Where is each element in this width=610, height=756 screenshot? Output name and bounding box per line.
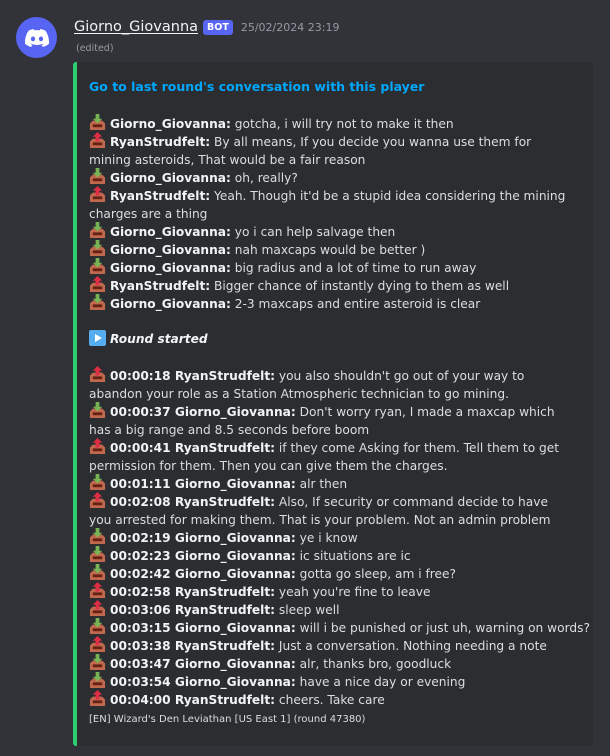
message-text: 2-3 maxcaps and entire asteroid is clear	[230, 297, 481, 311]
log-line	[89, 168, 298, 187]
speaker-name: Giorno_Giovanna:	[110, 171, 231, 185]
inbox-tray-icon	[89, 240, 106, 257]
discord-logo-icon	[25, 29, 49, 47]
message-text: you also shouldn't go out of your way to abandon your role as a Station Atmospheric technician to go mining.	[89, 369, 525, 401]
log-line	[89, 546, 411, 565]
speaker-name: 00:00:37 Giorno_Giovanna:	[110, 405, 296, 419]
speaker-name: 00:02:42 Giorno_Giovanna:	[110, 567, 296, 581]
log-line	[89, 672, 465, 691]
message-text: if they come Asking for them. Tell them to get permission for them. Then you can give them the charges.	[89, 441, 560, 473]
log-line	[89, 258, 476, 277]
embed	[73, 62, 593, 746]
play-button-icon	[89, 330, 106, 346]
embed-title-link[interactable]: Go to last round's conversation with this player	[89, 79, 425, 94]
log-line	[89, 438, 569, 475]
log-line	[89, 402, 569, 439]
outbox-tray-icon	[89, 132, 106, 149]
message-text: alr, thanks bro, goodluck	[295, 657, 452, 671]
log-line	[89, 240, 425, 259]
outbox-tray-icon	[89, 186, 106, 203]
inbox-tray-icon	[89, 222, 106, 239]
outbox-tray-icon	[89, 366, 106, 383]
speaker-name: 00:00:18 RyanStrudfelt:	[110, 369, 276, 383]
log-line	[89, 600, 339, 619]
inbox-tray-icon	[89, 618, 106, 635]
edited-label: (edited)	[76, 43, 114, 54]
inbox-tray-icon	[89, 672, 106, 689]
message-text: have a nice day or evening	[295, 675, 466, 689]
round-started-line	[89, 330, 208, 348]
speaker-name: 00:04:00 RyanStrudfelt:	[110, 693, 276, 707]
message-text: gotta go sleep, am i free?	[295, 567, 456, 581]
speaker-name: 00:02:58 RyanStrudfelt:	[110, 585, 276, 599]
speaker-name: Giorno_Giovanna:	[110, 297, 231, 311]
bot-tag: BOT	[203, 20, 233, 35]
speaker-name: RyanStrudfelt:	[110, 135, 211, 149]
speaker-name: 00:00:41 RyanStrudfelt:	[110, 441, 276, 455]
log-line	[89, 222, 395, 241]
speaker-name: 00:03:47 Giorno_Giovanna:	[110, 657, 296, 671]
log-line	[89, 690, 385, 709]
speaker-name: RyanStrudfelt:	[110, 189, 211, 203]
log-line	[89, 132, 569, 169]
speaker-name: Giorno_Giovanna:	[110, 261, 231, 275]
inbox-tray-icon	[89, 564, 106, 581]
speaker-name: 00:02:23 Giorno_Giovanna:	[110, 549, 296, 563]
message-text: Also, If security or command decide to have you arrested for making them. That is your problem. Not an admin problem	[89, 495, 551, 527]
log-line	[89, 114, 454, 133]
inbox-tray-icon	[89, 168, 106, 185]
speaker-name: 00:02:08 RyanStrudfelt:	[110, 495, 276, 509]
log-line	[89, 564, 456, 583]
message-header	[74, 17, 339, 37]
inbox-tray-icon	[89, 528, 106, 545]
log-line	[89, 294, 480, 313]
message-text: Just a conversation. Nothing needing a note	[275, 639, 547, 653]
log-line	[89, 186, 569, 223]
timestamp[interactable]: 25/02/2024 23:19	[240, 20, 340, 34]
speaker-name: Giorno_Giovanna:	[110, 117, 231, 131]
speaker-name: 00:02:19 Giorno_Giovanna:	[110, 531, 296, 545]
outbox-tray-icon	[89, 600, 106, 617]
log-line	[89, 276, 509, 295]
message-text: ic situations are ic	[295, 549, 411, 563]
speaker-name: 00:03:38 RyanStrudfelt:	[110, 639, 276, 653]
message-text: ye i know	[295, 531, 358, 545]
outbox-tray-icon	[89, 438, 106, 455]
message-text: Yeah. Though it'd be a stupid idea considering the mining charges are a thing	[89, 189, 566, 221]
speaker-name: Giorno_Giovanna:	[110, 225, 231, 239]
log-line	[89, 654, 451, 673]
round-started-label: Round started	[110, 332, 208, 346]
speaker-name: 00:03:06 RyanStrudfelt:	[110, 603, 276, 617]
inbox-tray-icon	[89, 654, 106, 671]
speaker-name: RyanStrudfelt:	[110, 279, 211, 293]
outbox-tray-icon	[89, 636, 106, 653]
outbox-tray-icon	[89, 690, 106, 707]
outbox-tray-icon	[89, 492, 106, 509]
message-text: By all means, If you decide you wanna use them for mining asteroids, That would be a fair reason	[89, 135, 532, 167]
inbox-tray-icon	[89, 294, 106, 311]
message-text: Don't worry ryan, I made a maxcap which has a big range and 8.5 seconds before boom	[89, 405, 555, 437]
message-text: cheers. Take care	[275, 693, 385, 707]
message-text: big radius and a lot of time to run away	[230, 261, 477, 275]
message-text: gotcha, i will try not to make it then	[230, 117, 454, 131]
log-line	[89, 492, 569, 529]
log-line	[89, 582, 430, 601]
outbox-tray-icon	[89, 582, 106, 599]
log-line	[89, 618, 590, 637]
speaker-name: 00:03:15 Giorno_Giovanna:	[110, 621, 296, 635]
log-line	[89, 474, 347, 493]
message-text: sleep well	[275, 603, 340, 617]
avatar[interactable]	[16, 17, 57, 58]
username[interactable]: Giorno_Giovanna	[74, 19, 199, 35]
inbox-tray-icon	[89, 546, 106, 563]
speaker-name: 00:03:54 Giorno_Giovanna:	[110, 675, 296, 689]
embed-footer: [EN] Wizard's Den Leviathan [US East 1] (round 47380)	[89, 714, 366, 725]
inbox-tray-icon	[89, 474, 106, 491]
message-text: oh, really?	[230, 171, 298, 185]
inbox-tray-icon	[89, 258, 106, 275]
message-text: Bigger chance of instantly dying to them as well	[210, 279, 510, 293]
message-text: yeah you're fine to leave	[275, 585, 431, 599]
message-text: alr then	[295, 477, 348, 491]
log-line	[89, 528, 358, 547]
inbox-tray-icon	[89, 402, 106, 419]
message-text: yo i can help salvage then	[230, 225, 396, 239]
speaker-name: 00:01:11 Giorno_Giovanna:	[110, 477, 296, 491]
speaker-name: Giorno_Giovanna:	[110, 243, 231, 257]
log-line	[89, 366, 569, 403]
message-text: nah maxcaps would be better )	[230, 243, 426, 257]
inbox-tray-icon	[89, 114, 106, 131]
message-text: will i be punished or just uh, warning on words?	[295, 621, 590, 635]
log-line	[89, 636, 547, 655]
outbox-tray-icon	[89, 276, 106, 293]
